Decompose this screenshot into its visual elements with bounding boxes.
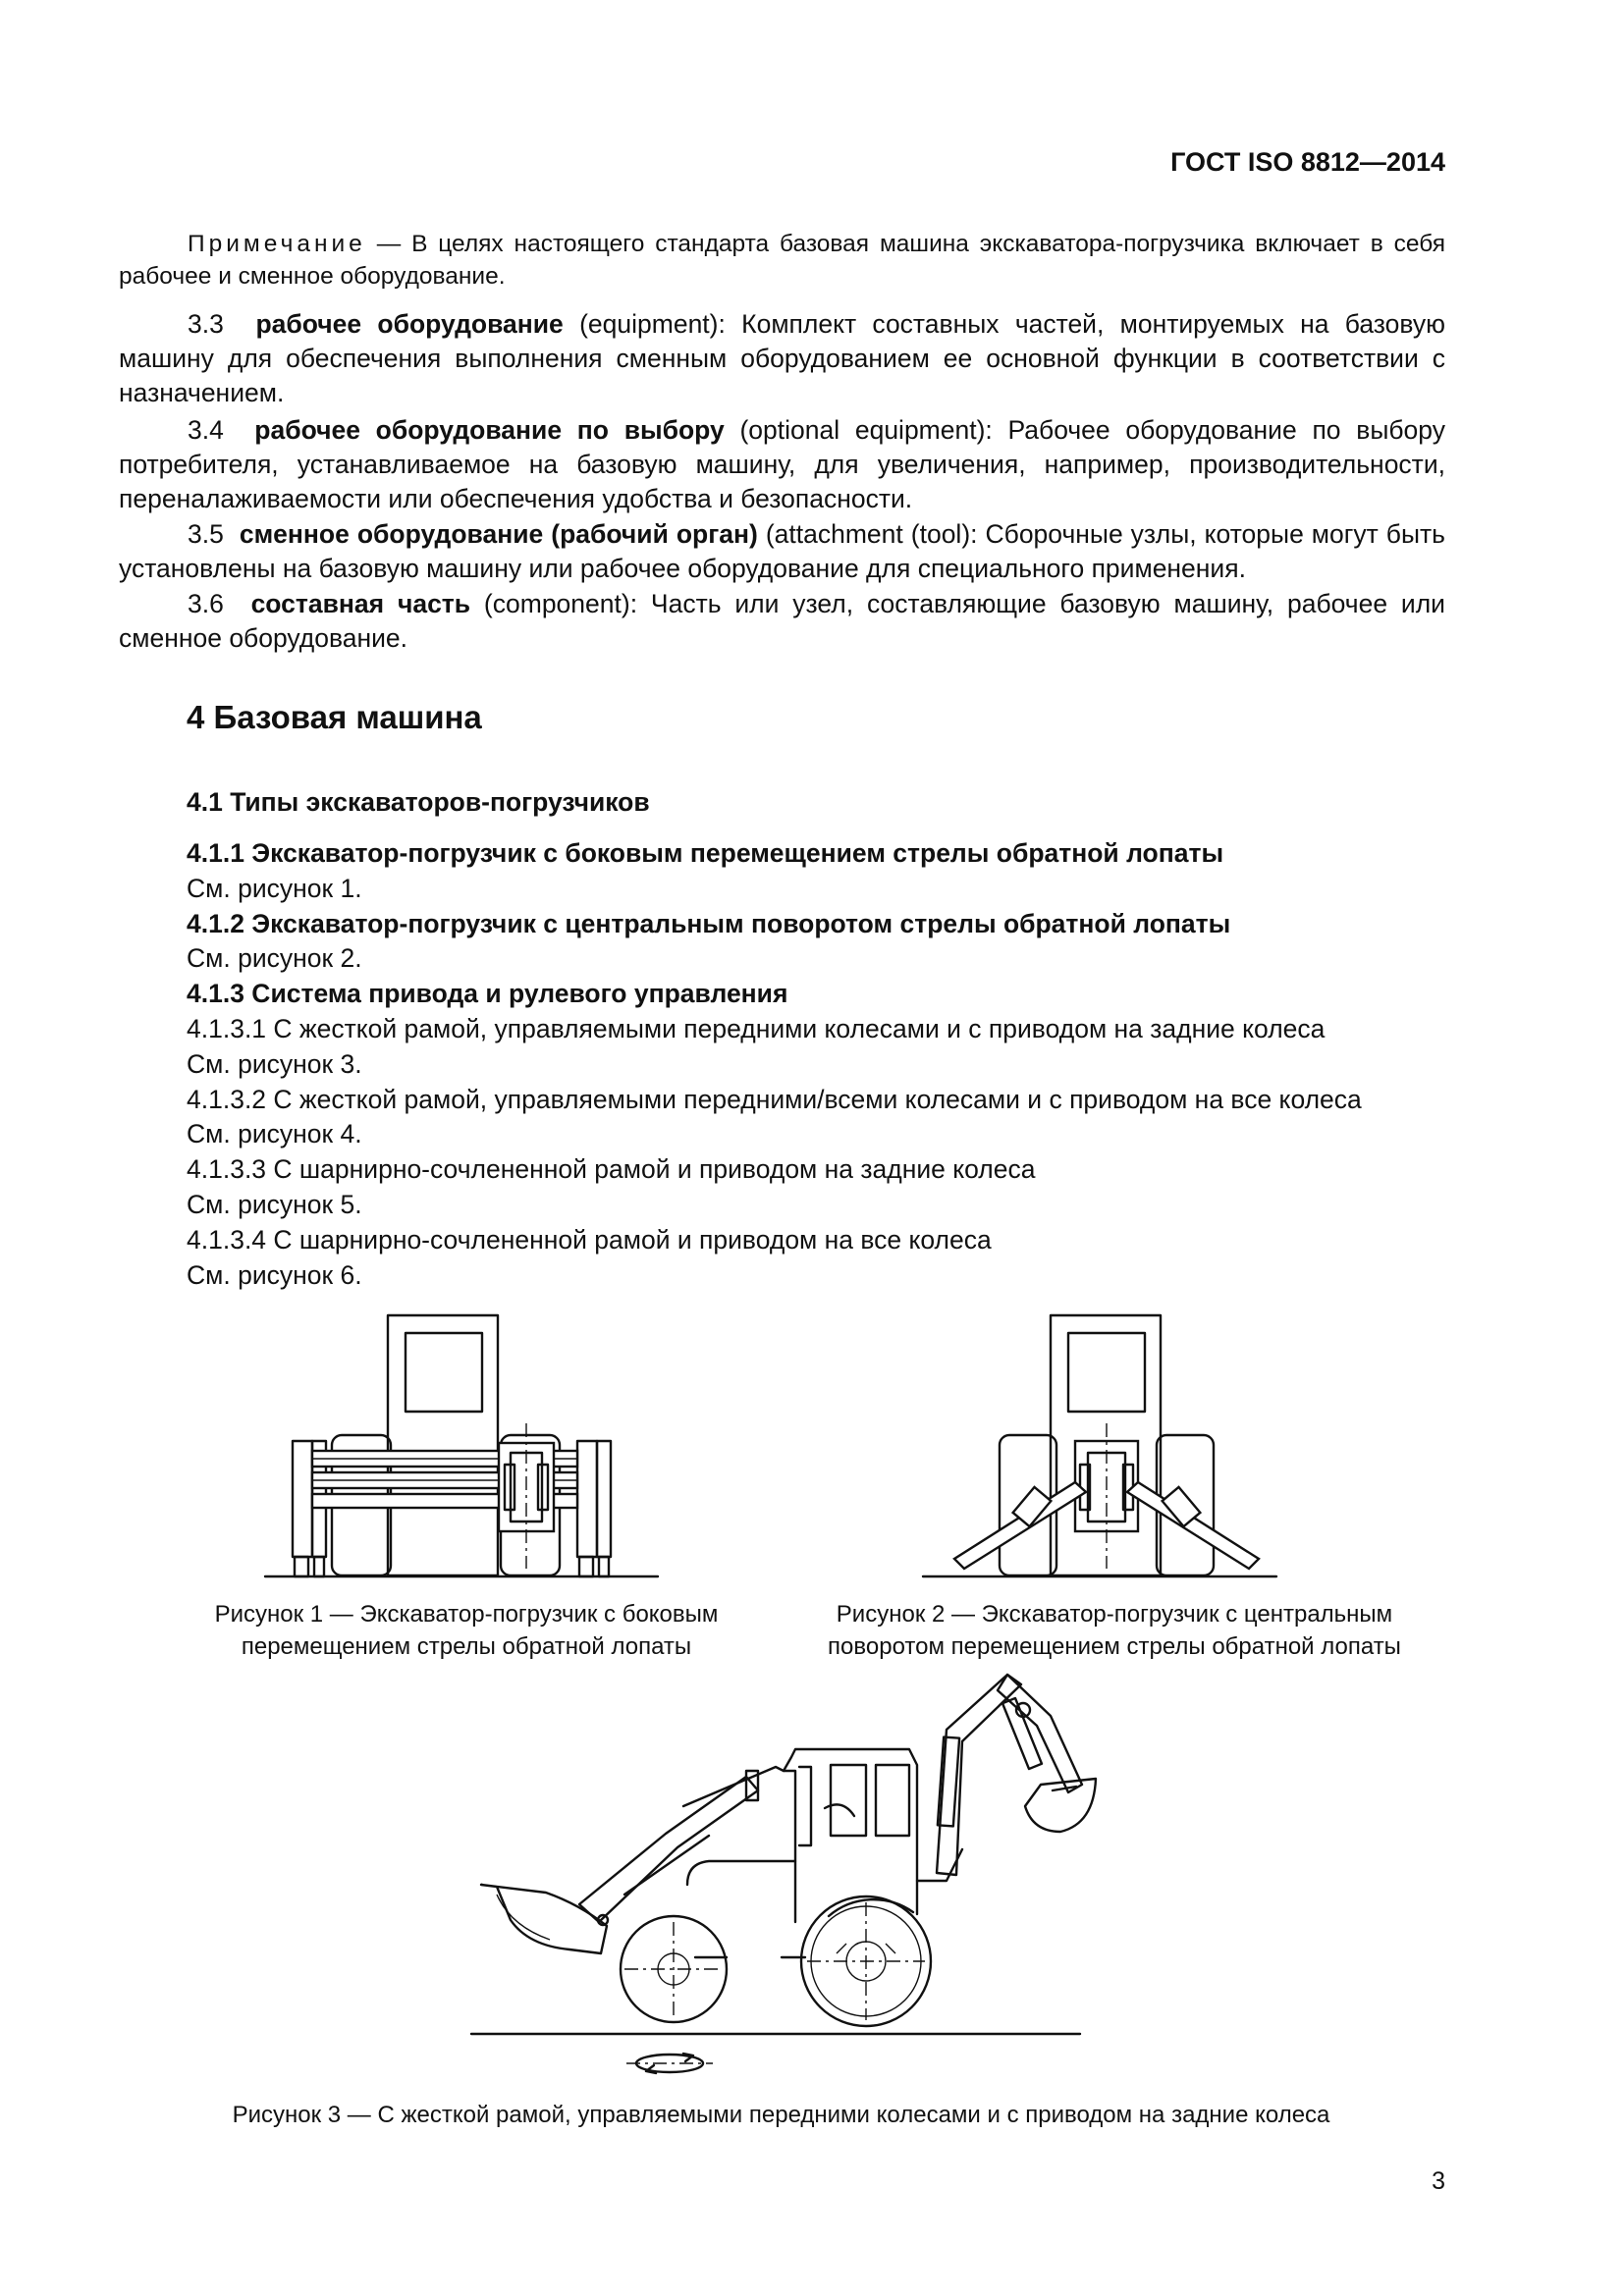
subsection-heading: 4.1 Типы экскаваторов-погрузчиков (187, 787, 650, 817)
caption-line: Рисунок 2 — Экскаватор-погрузчик с центральным (836, 1601, 1393, 1628)
definition-number: 3.5 (188, 519, 224, 549)
definition-text: (component): Часть или узел, составляющие базовую машину, рабочее или сменное оборудование. (119, 589, 1445, 653)
clause-line: 4.1.3.4 С шарнирно-сочлененной рамой и приводом на все колеса (187, 1225, 992, 1255)
clause-line: 4.1.3.1 С жесткой рамой, управляемыми передними колесами и с приводом на задние колеса (187, 1014, 1326, 1043)
caption-line: перемещением стрелы обратной лопаты (241, 1633, 692, 1660)
clause-line: 4.1.1 Экскаватор-погрузчик с боковым перемещением стрелы обратной лопаты (187, 838, 1224, 868)
clause-line: 4.1.3 Система привода и рулевого управления (187, 979, 788, 1008)
figure-3-caption: Рисунок 3 — С жесткой рамой, управляемыми передними колесами и с приводом на задние колеса (232, 2102, 1330, 2128)
figure-1-caption (147, 1598, 785, 1663)
definition-term: рабочее оборудование по выбору (254, 415, 725, 445)
definition-number: 3.4 (188, 415, 224, 445)
clause-line: См. рисунок 5. (187, 1190, 362, 1219)
definition-3-4 (119, 413, 1445, 516)
definition-3-3 (119, 307, 1445, 410)
definition-number: 3.3 (188, 309, 224, 339)
clause-line: 4.1.3.2 С жесткой рамой, управляемыми передними/всеми колесами и с приводом на все колеса (187, 1085, 1362, 1114)
clause-line: 4.1.2 Экскаватор-погрузчик с центральным поворотом стрелы обратной лопаты (187, 909, 1231, 938)
definition-text: (attachment (tool): Сборочные узлы, которые могут быть установлены на базовую машину или рабочее оборудование для специального применения. (119, 519, 1445, 583)
definition-term: рабочее оборудование (255, 309, 564, 339)
definition-text: (optional equipment): Рабочее оборудование по выбору потребителя, устанавливаемое на базовую машину, для увеличения, например, производительности, переналаживаемости или обеспечения удобства и безопасности. (119, 415, 1445, 513)
figure-2-caption (795, 1598, 1434, 1663)
note-label: Примечание (188, 231, 366, 257)
clause-line: См. рисунок 2. (187, 943, 362, 973)
clause-line: 4.1.3.3 С шарнирно-сочлененной рамой и приводом на задние колеса (187, 1154, 1036, 1184)
note-text: — В целях настоящего стандарта базовая машина экскаватора-погрузчика включает в себя рабочее и сменное оборудование. (119, 231, 1445, 290)
definition-term: сменное оборудование (рабочий орган) (239, 519, 758, 549)
figure-3-drawing (452, 1669, 1139, 2032)
caption-line: поворотом перемещением стрелы обратной лопаты (828, 1633, 1401, 1660)
figure-2-drawing (913, 1306, 1286, 1590)
clause-line: См. рисунок 4. (187, 1119, 362, 1148)
clause-line: См. рисунок 3. (187, 1049, 362, 1079)
note-paragraph (119, 228, 1445, 293)
caption-line: Рисунок 1 — Экскаватор-погрузчик с боковым (214, 1601, 719, 1628)
page-number: 3 (1432, 2167, 1445, 2195)
document-code: ГОСТ ISO 8812—2014 (1170, 147, 1445, 177)
definition-3-5 (119, 517, 1445, 586)
section-heading: 4 Базовая машина (187, 699, 482, 735)
steering-arrow-icon (624, 2046, 715, 2081)
clause-line: См. рисунок 6. (187, 1260, 362, 1290)
clause-line: См. рисунок 1. (187, 874, 362, 903)
definition-3-6 (119, 587, 1445, 656)
definition-text: (equipment): Комплект составных частей, монтируемых на базовую машину для обеспечения выполнения сменным оборудованием ее основной функции в соответствии с назначением. (119, 309, 1445, 407)
figure-1-drawing (265, 1306, 677, 1590)
definition-number: 3.6 (188, 589, 224, 618)
definition-term: составная часть (250, 589, 471, 618)
